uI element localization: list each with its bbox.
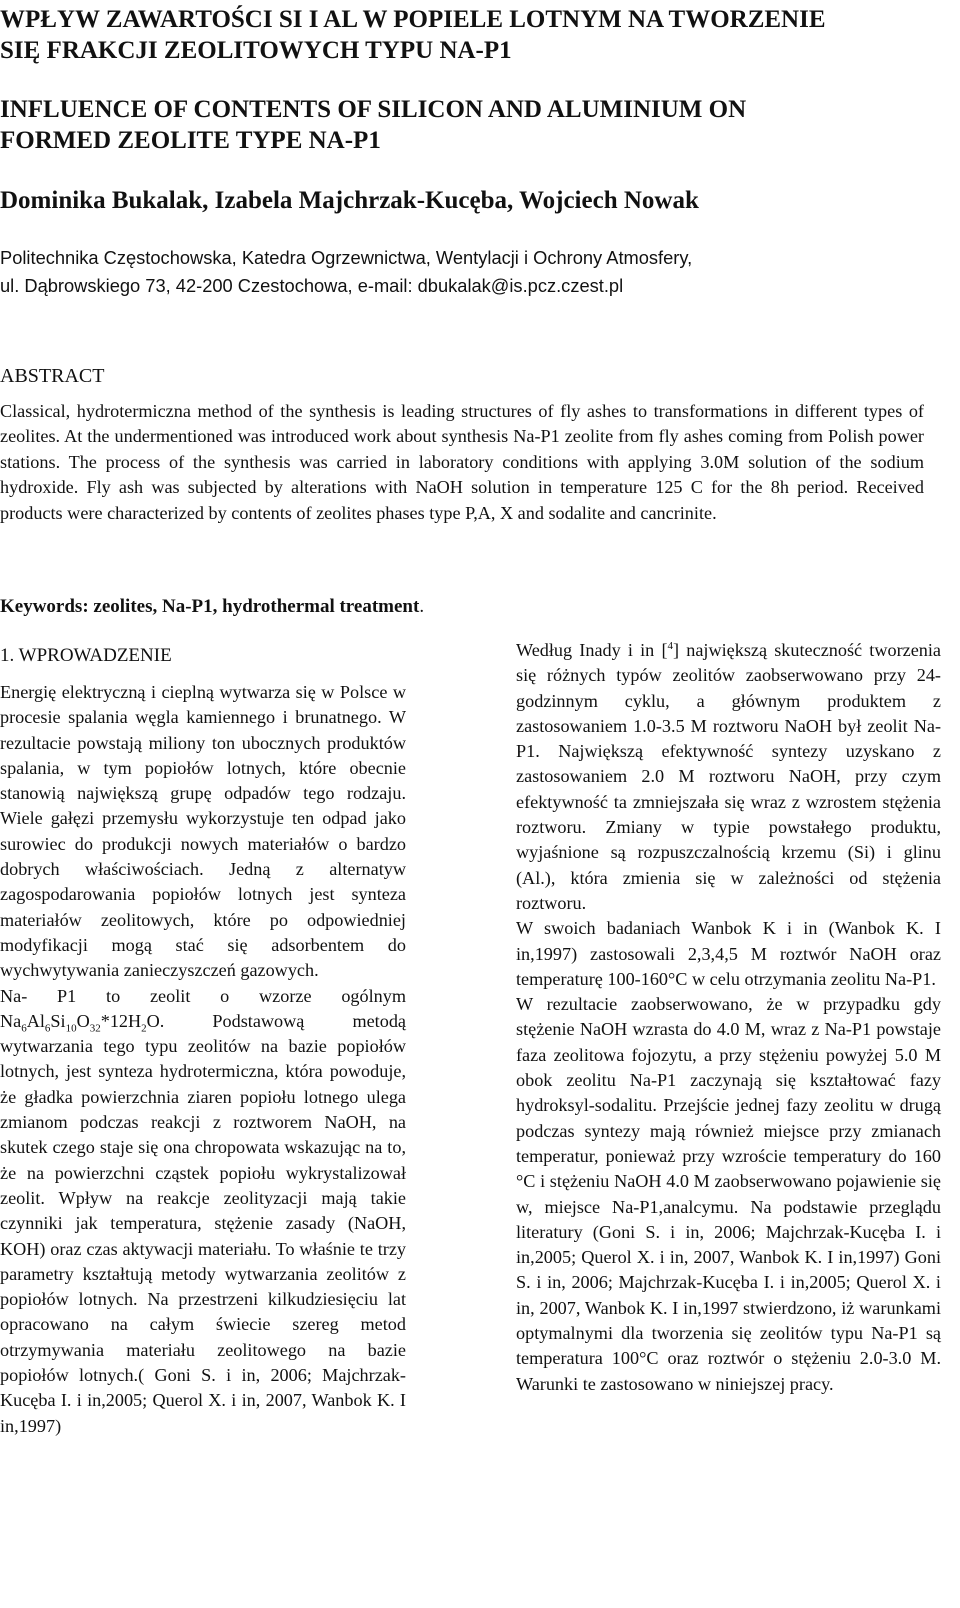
abstract-heading: ABSTRACT	[0, 365, 105, 387]
affiliation	[0, 244, 940, 300]
section-heading-introduction: 1. WPROWADZENIE	[0, 645, 172, 666]
title-polish-line2: SIĘ FRAKCJI ZEOLITOWYCH TYPU NA-P1	[0, 37, 512, 64]
intro-paragraph-2	[0, 984, 406, 1439]
authors: Dominika Bukalak, Izabela Majchrzak-Kucęba, Wojciech Nowak	[0, 187, 699, 214]
reference-marker: 4	[667, 639, 674, 652]
title-polish-line1: WPŁYW ZAWARTOŚCI SI I AL W POPIELE LOTNYM NA TWORZENIE	[0, 6, 826, 33]
affiliation-line2: ul. Dąbrowskiego 73, 42-200 Czestochowa, e-mail: dbukalak@is.pcz.czest.pl	[0, 275, 624, 296]
intro-paragraph-2-rest: Podstawową metodą wytwarzania tego typu zeolitów na bazie popiołów lotnych, jest synteza hydrotermiczna, która powoduje, że gładka powierzchnia ziaren popiołu lotnego ulega zmianom podczas reakcji z roztworem NaOH, na skutek czego staje się ona chropowata wskazując na to, że na powierzchni cząstek popiołu wykrystalizował zeolit. Wpływ na reakcje zeolityzacji mają takie czynniki jak temperatura, stężenie zasady (NaOH, KOH) oraz czas aktywacji materiału. To właśnie te trzy parametry kształtują metody wytwarzania zeolitów z popiołów lotnych. Na przestrzeni kilkudziesięciu lat opracowano na całym świecie szereg metod otrzymywania materiału zeolitowego na bazie popiołów lotnych.( Goni S. i in, 2006; Majchrzak-Kucęba I. i in,2005; Querol X. i in, 2007, Wanbok K. I in,1997)	[0, 1010, 406, 1436]
formula-lead-in: Na- P1 to zeolit o wzorze ogólnym	[0, 985, 406, 1006]
abstract-text: Classical, hydrotermiczna method of the synthesis is leading structures of fly ashes to transformations in different types of zeolites. At the undermentioned was introduced work about synthesis Na-P1 zeolite from fly ashes coming from Polish power stations. The process of the synthesis was carried in laboratory conditions with applying 3.0M solution of the sodium hydroxide. Fly ash was subjected by alterations with NaOH solution in temperature 125 C for the 8h period. Received products were characterized by contents of zeolites phases type P,A, X and sodalite and cancrinite.	[0, 401, 924, 523]
intro-paragraph-5: W rezultacie zaobserwowano, że w przypadku gdy stężenie NaOH wzrasta do 4.0 M, wraz z Na-P1 powstaje faza zeolitowa fojozytu, a przy stężeniu powyżej 5.0 M obok zeolitu Na-P1 zaczynają się kształtować fazy hydroksyl-sodalitu. Przejście jednej fazy zeolitu w drugą podczas syntezy mają również miejsce przy zmianach temperatur, ponieważ przy wzroście temperatury do 160 °C i stężeniu NaOH 4.0 M zaobserwowano pojawienie się w, miejsce Na-P1,analcymu. Na podstawie przeglądu literatury (Goni S. i in, 2006; Majchrzak-Kucęba I. i in,2005; Querol X. i in, 2007, Wanbok K. I in,1997) Goni S. i in, 2006; Majchrzak-Kucęba I. i in,2005; Querol X. i in, 2007, Wanbok K. I in,1997 stwierdzono, iż warunkami optymalnymi dla tworzenia się zeolitów typu Na-P1 są temperatura 100°C oraz roztwór o stężeniu 2.0-3.0 M. Warunki te zastosowano w niniejszej pracy.	[516, 994, 941, 1394]
title-english	[0, 94, 940, 156]
keywords-end: .	[419, 596, 425, 617]
keywords	[0, 594, 424, 620]
title-english-line2: FORMED ZEOLITE TYPE NA-P1	[0, 127, 381, 154]
title-english-line1: INFLUENCE OF CONTENTS OF SILICON AND ALUMINIUM ON	[0, 96, 747, 123]
intro-paragraph-4: W swoich badaniach Wanbok K i in (Wanbok K. I in,1997) zastosowali 2,3,4,5 M roztwór NaOH oraz temperaturę 100-160°C w celu otrzymania zeolitu Na-P1.	[516, 918, 941, 989]
affiliation-line1: Politechnika Częstochowska, Katedra Ogrzewnictwa, Wentylacji i Ochrony Atmosfery,	[0, 247, 693, 268]
title-polish	[0, 4, 940, 66]
right-column	[516, 638, 941, 1397]
chemical-formula: $Na_6Al_6Si_{10}O_{32}*12H_2O$.	[0, 1010, 165, 1035]
intro-paragraph-3: Według Inady i in [$^4$] największą skuteczność tworzenia się różnych typów zeolitów zaobserwowano przy 24- godzinnym cyklu, a głównym produktem z zastosowaniem 1.0-3.5 M roztworu NaOH był zeolit Na-P1. Największą efektywność syntezy uzyskano z zastosowaniem 2.0 M roztworu NaOH, przy czym efektywność ta zmniejszała się wraz z wzrostem stężenia roztworu. Zmiany w typie powstałego produktu, wyjaśnione są rozpuszczalnością krzemu (Si) i glinu (Al.), która zmienia się w zależności od stężenia roztworu.	[516, 639, 941, 913]
intro-paragraph-1: Energię elektryczną i cieplną wytwarza się w Polsce w procesie spalania węgla kamiennego i brunatnego. W rezultacie powstają miliony ton ubocznych produktów spalania, w tym popiołów lotnych, które obecnie stanowią największą grupę odpadów tego rodzaju. Wiele gałęzi przemysłu wykorzystuje ten odpad jako surowiec do produkcji nowych materiałów o bardzo dobrych właściwościach. Jedną z alternatyw zagospodarowania popiołów lotnych jest synteza materiałów zeolitowych, które po odpowiedniej modyfikacji mogą stać się adsorbentem do wychwytywania zanieczyszczeń gazowych.	[0, 682, 406, 981]
left-column	[0, 680, 406, 1439]
keywords-label: Keywords: zeolites, Na-P1, hydrothermal treatment	[0, 596, 420, 617]
